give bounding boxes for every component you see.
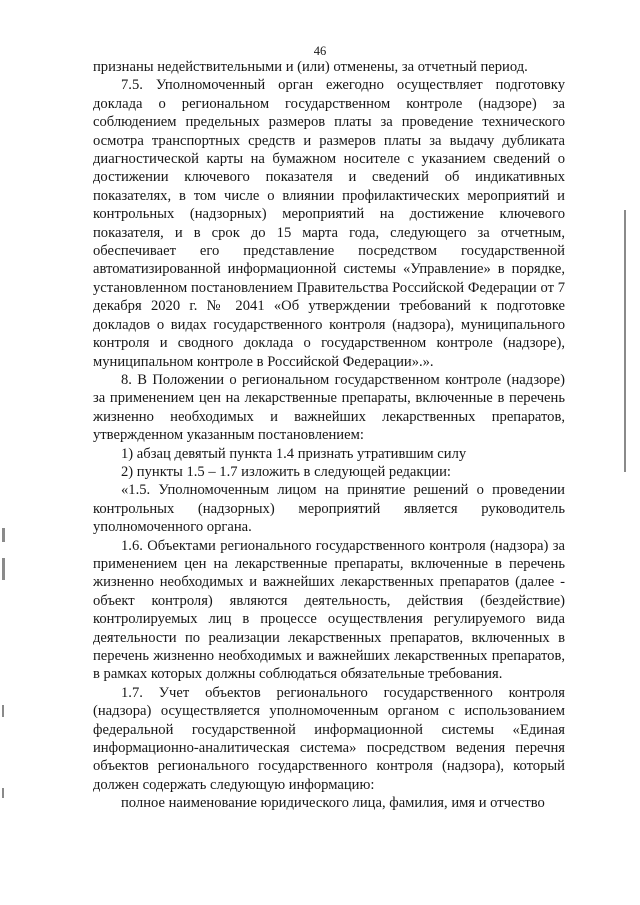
left-edge-scan-mark-low [2,705,4,717]
paragraph-8: 8. В Положении о региональном государственном контроле (надзоре) за применением цен на лекарственные препараты, включенные в перечень жизненно необходимых и важнейших лекарственных препаратов, утвержденном указанным постановлением: [93,371,565,444]
left-edge-scan-mark-top [2,528,5,542]
paragraph-1-5: «1.5. Уполномоченным лицом на принятие решений о проведении контрольных (надзорных) мероприятий является руководитель уполномоченного органа. [93,482,565,536]
paragraph-1-7: 1.7. Учет объектов регионального государственного контроля (надзора) осуществляется уполномоченным органом с использованием федеральной государственной информационной системы «Единая информационно-аналитическая система» посредством ведения перечня объектов регионального государственного контроля (надзора), который должен содержать следующую информацию: [93,684,565,793]
paragraph-item-1: 1) абзац девятый пункта 1.4 признать утратившим силу [121,445,467,462]
paragraph-7-5: 7.5. Уполномоченный орган ежегодно осуществляет подготовку доклада о региональном государственном контроле (надзоре) за соблюдением предельных размеров платы за проведение технического осмотра транспортных средств и размеров платы за выдачу дубликата диагностической карты на бумажном носителе с указанием сведений о достижении ключевого показателя и сведений об индикативных показателях, в том числе о влиянии профилактических мероприятий и контрольных (надзорных) мероприятий на достижение ключевого показателя, и в срок до 15 марта года, следующего за отчетным, обеспечивает его представление посредством государственной автоматизированной информационной системы «Управление» в порядке, установленном постановлением Правительства Российской Федерации от 7 декабря 2020 г. № 2041 «Об утверждении требований к подготовке докладов о видах государственного контроля (надзора), муниципального контроля и сводного доклада о государственном контроле (надзоре), муниципальном контроле в Российской Федерации».». [93,77,565,370]
left-edge-scan-mark-middle [2,558,5,580]
left-edge-scan-mark-bottom [2,788,4,798]
paragraph-continuation: признаны недействительными и (или) отменены, за отчетный период. [93,59,528,75]
paragraph-item-2: 2) пункты 1.5 – 1.7 изложить в следующей редакции: [121,463,451,480]
page-number: 46 [313,44,327,58]
paragraph-info-1: полное наименование юридического лица, фамилия, имя и отчество [121,795,545,812]
paragraph-1-6: 1.6. Объектами регионального государственного контроля (надзора) за применением цен на лекарственные препараты, включенные в перечень жизненно необходимых и важнейших лекарственных препаратов (далее - объект контроля) являются деятельность, действия (бездействие) контролируемых лиц в процессе осуществления регулируемого вида деятельности по реализации лекарственных препаратов, включенных в перечень жизненно необходимых и важнейших лекарственных препаратов, в рамках которых должны соблюдаться обязательные требования. [93,537,565,683]
document-body [93,58,565,813]
right-margin-scan-line [624,210,626,472]
